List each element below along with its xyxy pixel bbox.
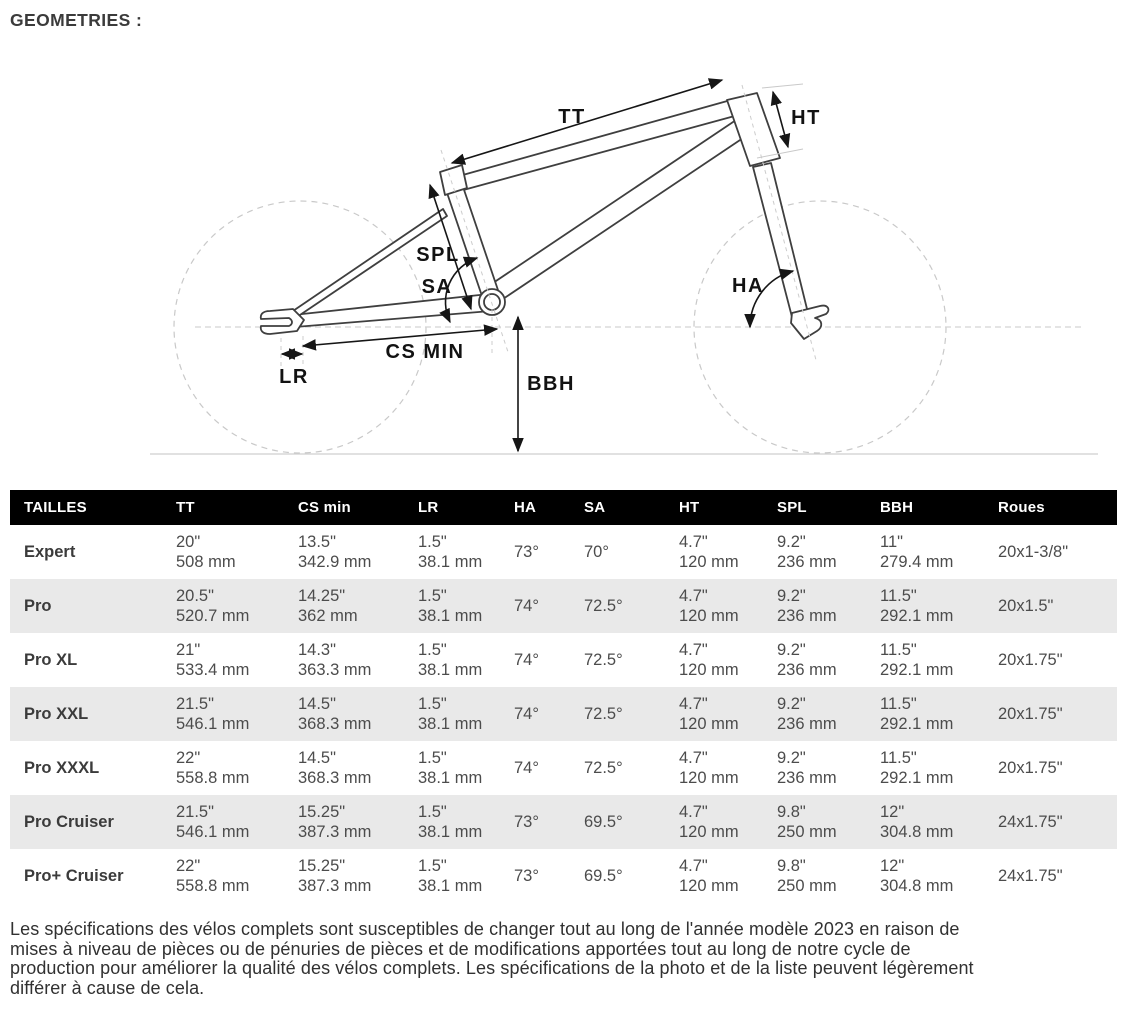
cell-sa — [584, 849, 679, 903]
cell-value: 38.1 mm — [418, 661, 483, 679]
cell-value: 9.2" — [777, 533, 806, 551]
tt-label: TT — [558, 106, 586, 128]
cell-value: 236 mm — [777, 715, 837, 733]
table-row-pro-xxxl — [10, 741, 1117, 795]
cell-ht — [679, 795, 777, 849]
cs-min-label: CS MIN — [385, 341, 465, 363]
row-size-label: Expert — [24, 543, 76, 561]
cell-value: 250 mm — [777, 823, 837, 841]
cell-ha — [514, 741, 584, 795]
cell-value: 38.1 mm — [418, 553, 483, 571]
cell-value: 292.1 mm — [880, 661, 954, 679]
cell-sa — [584, 795, 679, 849]
cell-value: 24x1.75" — [998, 813, 1063, 831]
cell-cs-min — [298, 849, 418, 903]
cell-roues — [998, 795, 1117, 849]
cell-cs-min — [298, 795, 418, 849]
cell-value: 9.2" — [777, 749, 806, 767]
cell-value: 69.5° — [584, 813, 623, 831]
cell-value: 546.1 mm — [176, 715, 250, 733]
cell-cs-min — [298, 741, 418, 795]
column-header-ht: HT — [679, 499, 700, 516]
cell-roues — [998, 849, 1117, 903]
spl-label: SPL — [416, 244, 460, 266]
cell-value: 1.5" — [418, 587, 447, 605]
cell-cs-min — [298, 633, 418, 687]
cell-cs-min — [298, 687, 418, 741]
cell-value: 362 mm — [298, 607, 358, 625]
cell-tt — [176, 849, 298, 903]
cell-spl — [777, 579, 880, 633]
cell-value: 24x1.75" — [998, 867, 1063, 885]
cell-value: 72.5° — [584, 597, 623, 615]
cell-value: 9.8" — [777, 857, 806, 875]
table-row-pro-cruiser — [10, 795, 1117, 849]
cell-value: 4.7" — [679, 749, 708, 767]
cell-value: 387.3 mm — [298, 877, 372, 895]
cell-value: 14.5" — [298, 749, 336, 767]
cell-tt — [176, 525, 298, 579]
dimension-cs-min — [303, 329, 497, 363]
column-header-cs-min: CS min — [298, 499, 351, 516]
cell-sa — [584, 741, 679, 795]
cell-sa — [584, 687, 679, 741]
cell-value: 72.5° — [584, 651, 623, 669]
column-header-spl: SPL — [777, 499, 807, 516]
cell-ht — [679, 579, 777, 633]
lr-label: LR — [279, 366, 309, 388]
cell-value: 72.5° — [584, 705, 623, 723]
cell-lr — [418, 525, 514, 579]
cell-value: 279.4 mm — [880, 553, 954, 571]
cell-value: 9.8" — [777, 803, 806, 821]
cell-value: 20.5" — [176, 587, 214, 605]
cell-spl — [777, 633, 880, 687]
cell-value: 20x1.5" — [998, 597, 1054, 615]
cell-value: 120 mm — [679, 823, 739, 841]
cell-tt — [176, 687, 298, 741]
cell-value: 120 mm — [679, 661, 739, 679]
geometry-table — [10, 490, 1117, 903]
cell-value: 120 mm — [679, 715, 739, 733]
table-row-pro-xl — [10, 633, 1117, 687]
cell-value: 546.1 mm — [176, 823, 250, 841]
cell-ha — [514, 687, 584, 741]
cell-value: 38.1 mm — [418, 823, 483, 841]
cell-value: 73° — [514, 543, 539, 561]
cell-value: 292.1 mm — [880, 715, 954, 733]
cell-value: 15.25" — [298, 857, 346, 875]
cell-roues — [998, 741, 1117, 795]
cell-bbh — [880, 687, 998, 741]
dimension-ht — [773, 92, 821, 147]
cell-lr — [418, 795, 514, 849]
cell-tt — [176, 633, 298, 687]
column-header-lr: LR — [418, 499, 439, 516]
cell-ht — [679, 741, 777, 795]
cell-value: 558.8 mm — [176, 769, 250, 787]
cell-tt — [176, 741, 298, 795]
cell-value: 21.5" — [176, 695, 214, 713]
bbh-label: BBH — [527, 373, 575, 395]
cell-value: 74° — [514, 651, 539, 669]
sa-label: SA — [421, 276, 453, 298]
cell-value: 236 mm — [777, 661, 837, 679]
cell-roues — [998, 633, 1117, 687]
cell-value: 558.8 mm — [176, 877, 250, 895]
row-size-label: Pro XXXL — [24, 759, 100, 777]
cell-value: 120 mm — [679, 877, 739, 895]
cell-value: 22" — [176, 749, 201, 767]
cell-value: 4.7" — [679, 641, 708, 659]
cell-value: 304.8 mm — [880, 877, 954, 895]
cell-ht — [679, 849, 777, 903]
cell-ha — [514, 849, 584, 903]
cell-value: 9.2" — [777, 587, 806, 605]
cell-spl — [777, 687, 880, 741]
bike-geometry-diagram — [0, 55, 1132, 470]
cell-value: 368.3 mm — [298, 715, 372, 733]
cell-value: 1.5" — [418, 533, 447, 551]
cell-value: 22" — [176, 857, 201, 875]
column-header-tailles: TAILLES — [24, 499, 87, 516]
disclaimer-line: mises à niveau de pièces ou de pénuries de pièces et de modifications apportées tout au long de notre cycle de — [10, 938, 911, 959]
cell-value: 236 mm — [777, 607, 837, 625]
cell-value: 11.5" — [880, 749, 917, 767]
cell-value: 38.1 mm — [418, 877, 483, 895]
cell-lr — [418, 579, 514, 633]
cell-value: 20x1.75" — [998, 759, 1063, 777]
disclaimer-text — [10, 920, 1120, 998]
cell-value: 4.7" — [679, 587, 708, 605]
cell-value: 21" — [176, 641, 201, 659]
cell-sa — [584, 633, 679, 687]
cell-value: 74° — [514, 705, 539, 723]
cell-value: 20x1.75" — [998, 705, 1063, 723]
row-size-label: Pro+ Cruiser — [24, 867, 124, 885]
cell-value: 70° — [584, 543, 609, 561]
dimension-bbh — [518, 317, 575, 451]
cell-roues — [998, 525, 1117, 579]
cell-value: 11.5" — [880, 641, 917, 659]
cell-value: 120 mm — [679, 553, 739, 571]
cell-ha — [514, 633, 584, 687]
row-size-label: Pro XL — [24, 651, 78, 669]
table-row-pro-xxl — [10, 687, 1117, 741]
cell-tt — [176, 579, 298, 633]
cell-ht — [679, 525, 777, 579]
cell-value: 292.1 mm — [880, 769, 954, 787]
cell-value: 508 mm — [176, 553, 236, 571]
bottom-bracket-inner — [484, 294, 500, 310]
cell-cs-min — [298, 579, 418, 633]
cell-value: 363.3 mm — [298, 661, 372, 679]
cell-value: 1.5" — [418, 749, 447, 767]
cell-roues — [998, 579, 1117, 633]
cell-value: 4.7" — [679, 803, 708, 821]
cell-bbh — [880, 579, 998, 633]
cell-ht — [679, 687, 777, 741]
cell-value: 13.5" — [298, 533, 336, 551]
cell-value: 15.25" — [298, 803, 346, 821]
cell-value: 21.5" — [176, 803, 214, 821]
cell-value: 38.1 mm — [418, 769, 483, 787]
table-body — [10, 525, 1117, 903]
ha-label: HA — [732, 275, 764, 297]
cell-lr — [418, 687, 514, 741]
bike-frame — [261, 93, 829, 339]
cell-value: 20x1.75" — [998, 651, 1063, 669]
cell-value: 20x1-3/8" — [998, 543, 1069, 561]
column-header-bbh: BBH — [880, 499, 914, 516]
cell-spl — [777, 741, 880, 795]
cell-value: 250 mm — [777, 877, 837, 895]
column-header-roues: Roues — [998, 499, 1045, 516]
column-header-tt: TT — [176, 499, 195, 516]
cell-value: 12" — [880, 803, 905, 821]
cell-value: 11.5" — [880, 695, 917, 713]
cell-value: 1.5" — [418, 857, 447, 875]
page-title: GEOMETRIES : — [10, 10, 143, 30]
disclaimer-line: Les spécifications des vélos complets sont susceptibles de changer tout au long de l'année modèle 2023 en raison de — [10, 919, 960, 939]
row-size-label: Pro — [24, 597, 52, 615]
cell-value: 120 mm — [679, 607, 739, 625]
cell-value: 14.5" — [298, 695, 336, 713]
cell-value: 73° — [514, 867, 539, 885]
cell-value: 9.2" — [777, 695, 806, 713]
cell-value: 38.1 mm — [418, 715, 483, 733]
cell-value: 236 mm — [777, 553, 837, 571]
table-row-expert — [10, 525, 1117, 579]
cell-bbh — [880, 633, 998, 687]
cell-value: 368.3 mm — [298, 769, 372, 787]
cell-value: 304.8 mm — [880, 823, 954, 841]
column-header-sa: SA — [584, 499, 606, 516]
table-row-pro-cruiser — [10, 849, 1117, 903]
column-header-ha: HA — [514, 499, 537, 516]
cell-value: 120 mm — [679, 769, 739, 787]
cell-value: 11.5" — [880, 587, 917, 605]
row-size-label: Pro Cruiser — [24, 813, 114, 831]
cell-ha — [514, 795, 584, 849]
table-header-row — [10, 490, 1117, 525]
cell-value: 387.3 mm — [298, 823, 372, 841]
cell-lr — [418, 633, 514, 687]
cell-value: 1.5" — [418, 641, 447, 659]
cell-roues — [998, 687, 1117, 741]
cell-cs-min — [298, 525, 418, 579]
cell-value: 74° — [514, 759, 539, 777]
cell-value: 20" — [176, 533, 201, 551]
cell-ha — [514, 525, 584, 579]
cell-spl — [777, 795, 880, 849]
cell-value: 14.25" — [298, 587, 346, 605]
cell-value: 520.7 mm — [176, 607, 250, 625]
cell-value: 14.3" — [298, 641, 336, 659]
cell-bbh — [880, 795, 998, 849]
cell-value: 74° — [514, 597, 539, 615]
disclaimer-line: différer à cause de cela. — [10, 977, 205, 998]
rear-dropout — [261, 309, 304, 334]
disclaimer-line: production pour améliorer la qualité des vélos complets. Les spécifications de la photo et de la liste peuvent légèrement — [10, 958, 974, 978]
cell-tt — [176, 795, 298, 849]
cell-spl — [777, 525, 880, 579]
cell-value: 292.1 mm — [880, 607, 954, 625]
cell-value: 4.7" — [679, 533, 708, 551]
cell-value: 1.5" — [418, 695, 447, 713]
cell-spl — [777, 849, 880, 903]
table-row-pro — [10, 579, 1117, 633]
cell-value: 4.7" — [679, 695, 708, 713]
cell-value: 12" — [880, 857, 905, 875]
cell-value: 69.5° — [584, 867, 623, 885]
cell-ha — [514, 579, 584, 633]
cell-ht — [679, 633, 777, 687]
cell-value: 38.1 mm — [418, 607, 483, 625]
cell-sa — [584, 525, 679, 579]
cell-sa — [584, 579, 679, 633]
cell-lr — [418, 849, 514, 903]
ht-extension-top — [762, 84, 803, 88]
cell-bbh — [880, 741, 998, 795]
cell-value: 1.5" — [418, 803, 447, 821]
ht-dimension-line — [773, 92, 788, 147]
cell-bbh — [880, 525, 998, 579]
cell-value: 9.2" — [777, 641, 806, 659]
cell-value: 533.4 mm — [176, 661, 250, 679]
cell-lr — [418, 741, 514, 795]
cell-value: 4.7" — [679, 857, 708, 875]
dimension-lr — [279, 354, 309, 388]
cell-value: 73° — [514, 813, 539, 831]
row-size-label: Pro XXL — [24, 705, 89, 723]
cell-bbh — [880, 849, 998, 903]
bike-diagram-svg — [0, 55, 1132, 470]
cell-value: 342.9 mm — [298, 553, 372, 571]
cell-value: 72.5° — [584, 759, 623, 777]
cell-value: 236 mm — [777, 769, 837, 787]
ht-label: HT — [791, 107, 821, 129]
cell-value: 11" — [880, 533, 903, 551]
